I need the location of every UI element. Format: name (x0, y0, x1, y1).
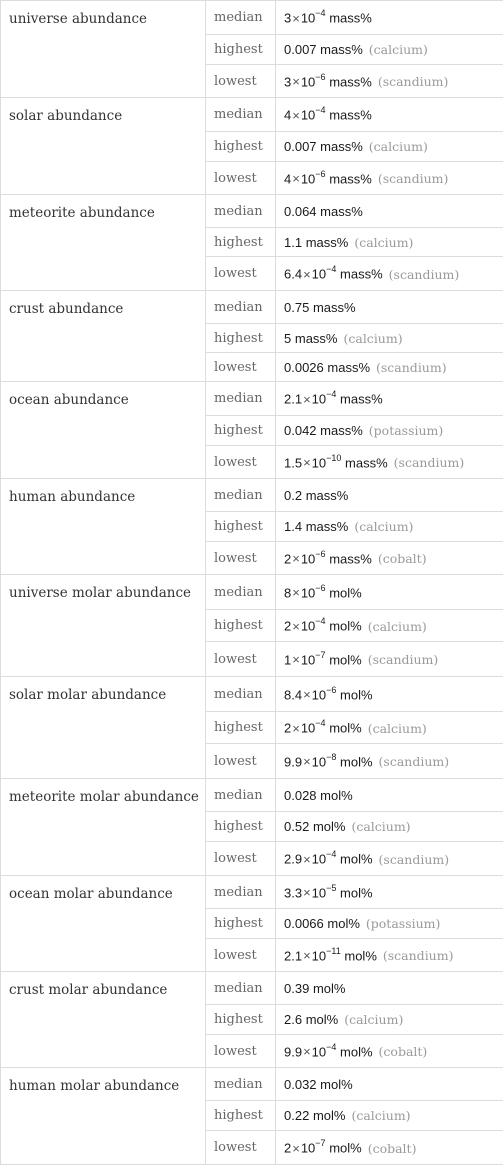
value-cell (276, 842, 503, 876)
statistic-label: lowest (206, 542, 276, 575)
base-ten: 10 (300, 74, 316, 90)
base-ten: 10 (300, 1140, 316, 1156)
value-cell (276, 446, 503, 479)
value-cell (276, 132, 503, 162)
value-unit: mol% (340, 885, 373, 901)
statistic-label: median (206, 98, 276, 132)
statistic-label: median (206, 1068, 276, 1101)
value-number: 1.4 (284, 519, 303, 534)
statistic-label: lowest (206, 65, 276, 98)
times-sign: × (292, 551, 300, 567)
times-sign: × (303, 851, 311, 867)
element-note: (calcium) (343, 330, 403, 346)
value-unit: mass% (329, 74, 372, 90)
value-number: 0.0066 (284, 916, 324, 931)
value-mantissa: 4 (284, 171, 292, 187)
value-mantissa: 8.4 (284, 687, 303, 703)
statistic-label: highest (206, 416, 276, 446)
statistic-label: lowest (206, 257, 276, 291)
value-number: 0.0026 (284, 359, 324, 375)
value-unit: mass% (320, 139, 363, 154)
property-label: meteorite molar abundance (1, 779, 206, 876)
base-ten: 10 (311, 1044, 327, 1060)
base-ten: 10 (311, 851, 327, 867)
value-unit: mol% (344, 948, 377, 964)
value-unit: mass% (305, 234, 349, 250)
element-note: (calcium) (344, 1012, 404, 1027)
value-unit: mol% (329, 585, 362, 601)
property-label: solar abundance (1, 98, 206, 195)
base-ten: 10 (300, 720, 316, 736)
abundance-table-body (1, 1, 503, 1165)
value-cell (276, 642, 503, 677)
element-note: (potassium) (365, 916, 441, 931)
value-mantissa: 1 (284, 652, 292, 668)
table-row (1, 291, 503, 324)
value-cell (276, 542, 503, 575)
element-note: (calcium) (367, 618, 427, 634)
value-cell (276, 65, 503, 98)
value-exponent: −5 (326, 882, 337, 893)
value-cell (276, 291, 503, 324)
statistic-label: median (206, 291, 276, 324)
value-exponent: −6 (315, 71, 326, 82)
value-unit: mol% (340, 754, 373, 770)
statistic-label: median (206, 195, 276, 228)
element-note: (cobalt) (377, 551, 427, 567)
table-row (1, 876, 503, 909)
element-note: (scandium) (378, 754, 450, 770)
statistic-label: lowest (206, 162, 276, 195)
value-number: 0.042 (284, 423, 317, 438)
base-ten: 10 (311, 885, 327, 901)
value-cell (276, 35, 503, 65)
value-exponent: −11 (326, 945, 341, 956)
times-sign: × (292, 585, 300, 601)
value-exponent: −8 (326, 751, 337, 762)
property-label: crust molar abundance (1, 972, 206, 1068)
statistic-label: highest (206, 610, 276, 642)
times-sign: × (292, 74, 300, 90)
element-note: (scandium) (382, 948, 454, 964)
value-cell (276, 712, 503, 744)
times-sign: × (303, 885, 311, 901)
value-cell (276, 812, 503, 842)
value-mantissa: 4 (284, 107, 292, 123)
value-cell (276, 512, 503, 542)
value-mantissa: 2.1 (284, 948, 303, 964)
element-note: (scandium) (377, 74, 449, 90)
value-unit: mass% (345, 455, 388, 471)
value-mantissa: 3 (284, 74, 292, 90)
value-exponent: −4 (315, 616, 326, 627)
statistic-label: median (206, 779, 276, 812)
value-cell (276, 257, 503, 291)
statistic-label: highest (206, 512, 276, 542)
statistic-label: median (206, 876, 276, 909)
times-sign: × (303, 948, 311, 964)
value-mantissa: 2.1 (284, 391, 303, 407)
statistic-label: median (206, 972, 276, 1005)
value-exponent: −7 (315, 1138, 326, 1149)
base-ten: 10 (300, 652, 316, 668)
times-sign: × (303, 266, 311, 282)
base-ten: 10 (300, 585, 316, 601)
times-sign: × (292, 720, 300, 736)
element-note: (calcium) (367, 720, 427, 736)
statistic-label: highest (206, 1005, 276, 1035)
value-cell (276, 1068, 503, 1101)
value-number: 0.064 (284, 203, 317, 219)
value-exponent: −6 (315, 548, 326, 559)
value-cell (276, 876, 503, 909)
element-note: (calcium) (351, 1108, 411, 1123)
property-label: ocean molar abundance (1, 876, 206, 972)
value-cell (276, 228, 503, 257)
table-row (1, 98, 503, 132)
value-cell (276, 195, 503, 228)
table-row (1, 972, 503, 1005)
element-note: (scandium) (393, 455, 465, 471)
element-note: (scandium) (388, 266, 460, 282)
value-cell (276, 909, 503, 939)
value-cell (276, 1, 503, 35)
table-row (1, 382, 503, 416)
times-sign: × (303, 391, 311, 407)
statistic-label: median (206, 479, 276, 512)
value-number: 0.75 (284, 299, 310, 315)
statistic-label: lowest (206, 842, 276, 876)
statistic-label: median (206, 677, 276, 712)
base-ten: 10 (311, 948, 327, 964)
statistic-label: median (206, 575, 276, 610)
times-sign: × (292, 1140, 300, 1156)
statistic-label: median (206, 382, 276, 416)
value-cell (276, 1005, 503, 1035)
value-mantissa: 2 (284, 551, 292, 567)
table-row (1, 677, 503, 712)
value-cell (276, 382, 503, 416)
base-ten: 10 (300, 10, 316, 26)
statistic-label: highest (206, 132, 276, 162)
base-ten: 10 (300, 171, 316, 187)
statistic-label: highest (206, 324, 276, 353)
element-note: (calcium) (351, 819, 411, 834)
property-label: human abundance (1, 479, 206, 575)
element-note: (scandium) (378, 851, 450, 867)
value-mantissa: 3 (284, 10, 292, 26)
value-number: 0.007 (284, 42, 317, 57)
value-mantissa: 2 (284, 1140, 292, 1156)
value-exponent: −6 (326, 684, 337, 695)
value-exponent: −4 (326, 1041, 337, 1052)
value-number: 0.007 (284, 139, 317, 154)
value-cell (276, 677, 503, 712)
property-label: crust abundance (1, 291, 206, 382)
table-row (1, 779, 503, 812)
element-note: (calcium) (354, 519, 414, 534)
value-exponent: −4 (326, 849, 337, 860)
value-unit: mass% (340, 266, 383, 282)
value-mantissa: 8 (284, 585, 292, 601)
value-cell (276, 1035, 503, 1068)
value-number: 0.032 (284, 1076, 317, 1092)
value-unit: mass% (327, 359, 371, 375)
value-number: 1.1 (284, 234, 303, 250)
statistic-label: highest (206, 909, 276, 939)
value-mantissa: 2 (284, 720, 292, 736)
value-unit: mass% (329, 10, 372, 26)
element-note: (potassium) (368, 423, 444, 438)
value-mantissa: 1.5 (284, 455, 303, 471)
property-label: universe molar abundance (1, 575, 206, 677)
statistic-label: lowest (206, 1131, 276, 1165)
value-unit: mass% (312, 299, 356, 315)
value-unit: mass% (320, 42, 363, 57)
value-cell (276, 1101, 503, 1131)
value-unit: mass% (320, 203, 363, 219)
value-unit: mass% (294, 330, 338, 346)
value-unit: mass% (329, 171, 372, 187)
statistic-label: median (206, 1, 276, 35)
value-cell (276, 162, 503, 195)
base-ten: 10 (300, 551, 316, 567)
table-row (1, 479, 503, 512)
element-note: (scandium) (377, 171, 449, 187)
value-unit: mol% (329, 1140, 362, 1156)
times-sign: × (292, 171, 300, 187)
value-number: 0.2 (284, 487, 303, 503)
value-unit: mol% (320, 1076, 353, 1092)
value-unit: mol% (320, 787, 353, 803)
statistic-label: highest (206, 812, 276, 842)
value-unit: mol% (327, 916, 360, 931)
statistic-label: lowest (206, 446, 276, 479)
times-sign: × (303, 687, 311, 703)
element-note: (cobalt) (378, 1044, 428, 1060)
times-sign: × (292, 10, 300, 26)
value-unit: mass% (305, 487, 349, 503)
value-cell (276, 353, 503, 382)
value-number: 0.028 (284, 787, 317, 803)
base-ten: 10 (311, 391, 327, 407)
statistic-label: highest (206, 228, 276, 257)
value-unit: mol% (312, 1108, 346, 1123)
property-label: ocean abundance (1, 382, 206, 479)
table-row (1, 575, 503, 610)
value-unit: mol% (340, 851, 373, 867)
value-number: 2.6 (284, 1012, 303, 1027)
statistic-label: highest (206, 1101, 276, 1131)
value-unit: mass% (305, 519, 349, 534)
value-exponent: −4 (315, 718, 326, 729)
value-mantissa: 3.3 (284, 885, 303, 901)
value-cell (276, 324, 503, 353)
statistic-label: lowest (206, 939, 276, 972)
value-cell (276, 779, 503, 812)
value-unit: mol% (312, 980, 346, 996)
value-cell (276, 1131, 503, 1165)
element-note: (calcium) (368, 42, 428, 57)
element-note: (cobalt) (367, 1140, 417, 1156)
times-sign: × (292, 652, 300, 668)
element-note: (scandium) (376, 359, 447, 375)
element-note: (calcium) (354, 234, 414, 250)
times-sign: × (292, 107, 300, 123)
value-exponent: −7 (315, 649, 326, 660)
value-unit: mass% (329, 551, 372, 567)
value-exponent: −4 (326, 264, 337, 275)
base-ten: 10 (311, 687, 327, 703)
property-label: meteorite abundance (1, 195, 206, 291)
value-unit: mol% (312, 819, 346, 834)
base-ten: 10 (311, 754, 327, 770)
value-unit: mol% (329, 652, 362, 668)
value-mantissa: 9.9 (284, 1044, 303, 1060)
value-unit: mol% (305, 1012, 339, 1027)
statistic-label: lowest (206, 1035, 276, 1068)
times-sign: × (303, 455, 311, 471)
value-exponent: −10 (326, 452, 342, 463)
base-ten: 10 (311, 455, 327, 471)
value-unit: mol% (340, 1044, 373, 1060)
value-exponent: −4 (315, 8, 326, 19)
value-cell (276, 575, 503, 610)
value-number: 0.52 (284, 819, 310, 834)
value-number: 0.22 (284, 1108, 310, 1123)
element-note: (scandium) (367, 652, 439, 668)
times-sign: × (292, 618, 300, 634)
value-exponent: −4 (315, 105, 326, 116)
times-sign: × (303, 1044, 311, 1060)
property-label: human molar abundance (1, 1068, 206, 1165)
value-mantissa: 2.9 (284, 851, 303, 867)
base-ten: 10 (300, 107, 316, 123)
value-cell (276, 416, 503, 446)
statistic-label: lowest (206, 353, 276, 382)
value-unit: mol% (329, 618, 362, 634)
statistic-label: lowest (206, 642, 276, 677)
statistic-label: lowest (206, 744, 276, 779)
statistic-label: highest (206, 712, 276, 744)
value-unit: mol% (340, 687, 373, 703)
value-cell (276, 744, 503, 779)
value-mantissa: 2 (284, 618, 292, 634)
value-exponent: −6 (315, 168, 326, 179)
value-unit: mass% (320, 423, 363, 438)
value-cell (276, 98, 503, 132)
value-mantissa: 6.4 (284, 266, 303, 282)
value-exponent: −6 (315, 582, 326, 593)
table-row (1, 1, 503, 35)
value-number: 0.39 (284, 980, 310, 996)
value-unit: mol% (329, 720, 362, 736)
times-sign: × (303, 754, 311, 770)
value-mantissa: 9.9 (284, 754, 303, 770)
base-ten: 10 (311, 266, 327, 282)
value-cell (276, 610, 503, 642)
value-cell (276, 972, 503, 1005)
property-label: universe abundance (1, 1, 206, 98)
value-unit: mass% (329, 107, 372, 123)
property-label: solar molar abundance (1, 677, 206, 779)
value-unit: mass% (340, 391, 383, 407)
table-row (1, 195, 503, 228)
value-number: 5 (284, 330, 292, 346)
value-exponent: −4 (326, 389, 337, 400)
element-note: (calcium) (368, 139, 428, 154)
value-cell (276, 939, 503, 972)
statistic-label: highest (206, 35, 276, 65)
base-ten: 10 (300, 618, 316, 634)
table-row (1, 1068, 503, 1101)
value-cell (276, 479, 503, 512)
